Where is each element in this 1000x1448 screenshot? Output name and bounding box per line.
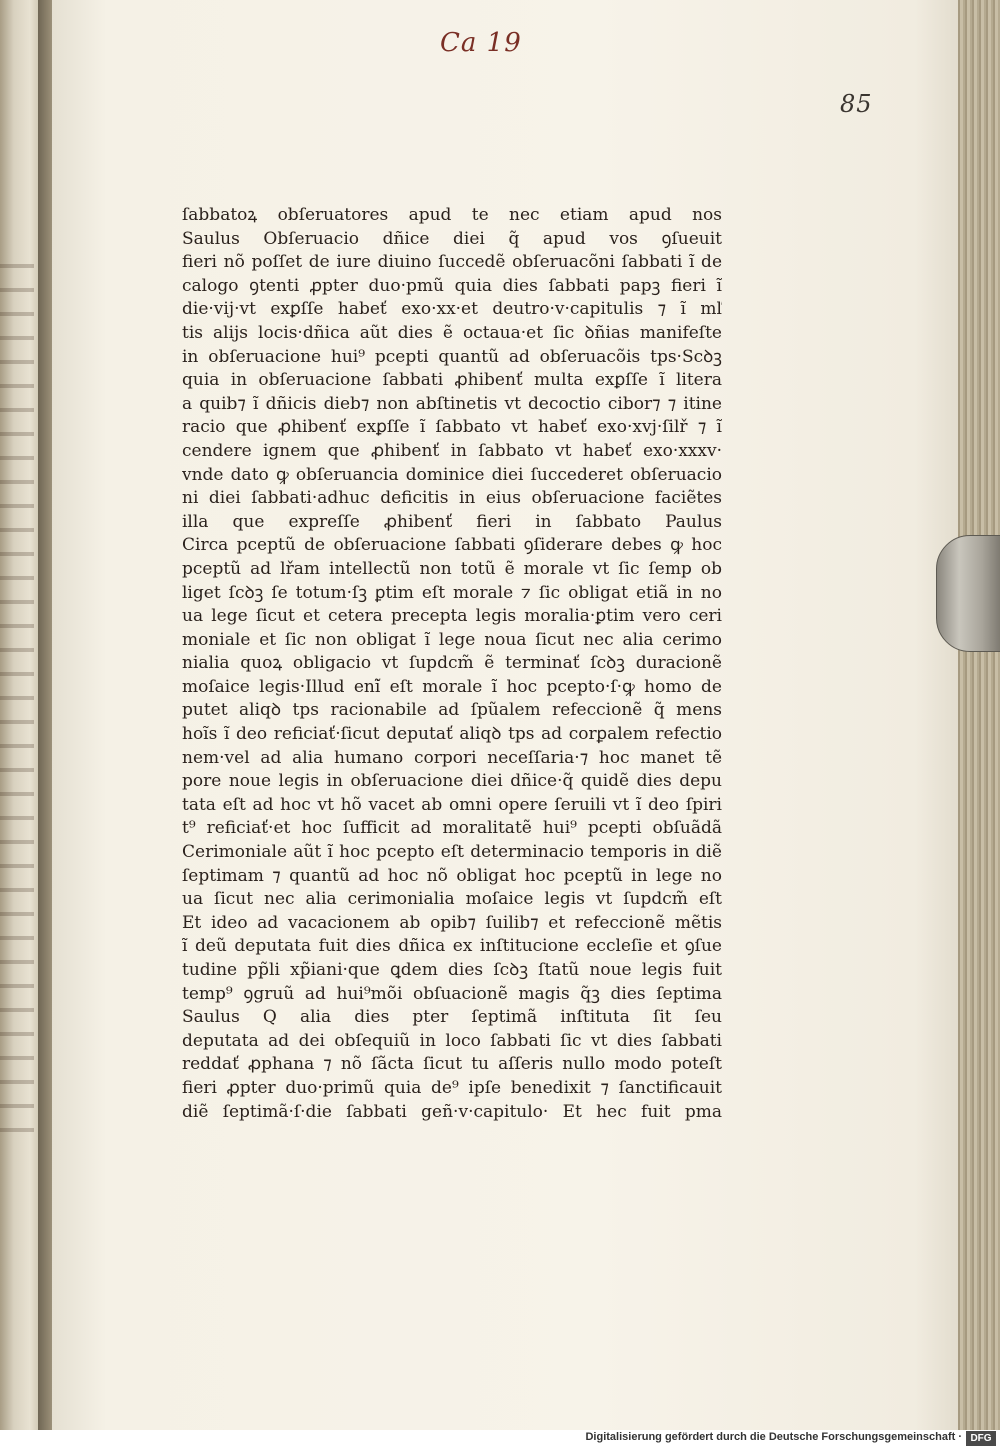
text-line: in obſeruacione hui⁹ pcepti quantũ ad obſeruacõis tps·Scꝺꝫ [182,346,722,367]
metal-clip [936,535,1000,652]
funding-notice: Digitalisierung gefördert durch die Deutsche Forschungsgemeinschaft · [585,1431,962,1443]
text-line: moſaice legis·Illud eni̇̃ eſt morale ĩ hoc pcepto·ſ·ꝙ homo de [182,676,722,697]
text-line: tudine pp̃li xp̃iani·que ꝗdem dies ſcꝺꝫ ſtatũ noue legis fuit [182,960,722,980]
text-line: Circa pceptũ de obſeruacione ſabbati ꝯſiderare debes ꝙ hoc [182,535,722,556]
text-line: illa que expreſſe ꝓhibenť fieri in ſabbato Paulus [182,511,722,532]
text-line: ni diei ſabbati·adhuc deficitis in eius obſeruacione faciẽtes [182,488,722,509]
text-line: ſeptimam ⁊ quantũ ad hoc nõ obligat hoc pceptũ in lege no [182,865,722,886]
text-line: a quib⁊ ĩ dñicis dieb⁊ non abſtinetis vt decoctio cibor⁊ ⁊ itine [182,393,722,414]
handwritten-chapter-note: Ca 19 [440,28,522,58]
text-line: tis alijs locis·dñica aũt dies ẽ octaua·et ſic ꝺñias manifeſte [182,322,722,343]
text-line: nem·vel ad alia humano corpori neceſſaria·⁊ hoc manet tẽ [182,747,722,768]
text-line: t⁹ reficiať·et hoc ſufficit ad moralitatẽ hui⁹ pcepti obſuãdã [182,818,722,839]
text-line: ua lege ſicut et cetera precepta legis moralia·ꝑtim vero ceri [182,606,722,627]
left-page-text-fragments [0,250,34,1150]
text-line: calogo ꝯtenti ꝓpter duo·pmũ quia dies ſabbati papꝫ fieri ĩ [182,275,722,296]
text-line: moniale et ſic non obligat ĩ lege noua ſicut nec alia cerimo [182,629,722,650]
text-line: fieri nõ poſſet de iure diuino ſuccedẽ obſeruacõni ſabbati ĩ de [182,252,722,273]
text-line: hoĩs ĩ deo reficiať·ſicut deputať aliqꝺ tps ad corꝑalem refectio [182,724,722,745]
text-line: Saulus Q alia dies pter ſeptimã inſtituta ſit ſeu [182,1007,722,1028]
text-line: Et ideo ad vacacionem ab opib⁊ ſuilib⁊ et refeccionẽ mẽtis [182,912,722,933]
folio-number: 85 [840,90,873,118]
text-line: deputata ad dei obſequiũ in loco ſabbati ſic vt dies ſabbati [182,1030,722,1051]
text-line: nialia quoꝝ obligacio vt ſupdcm̃ ẽ terminať ſcꝺꝫ duracionẽ [182,653,722,674]
text-line: pceptũ ad lřam intellectũ non totũ ẽ morale vt ſic ſemp ob [182,558,722,579]
text-line: quia in obſeruacione ſabbati ꝓhibenť multa exꝑſſe ĩ litera [182,370,722,391]
text-line: racio que ꝓhibenť exꝑſſe ĩ ſabbato vt habeť exo·xvj·ſilř ⁊ ĩ [182,417,722,438]
text-line: die·vij·vt exꝑſſe habeť exo·xx·et deutro·v·capitulis ⁊ ĩ mľ [182,299,722,320]
text-line: putet aliqꝺ tps racionabile ad ſpũalem refeccionẽ q̃ mens [182,700,722,721]
text-line: pore noue legis in obſeruacione diei dñice·q̃ quidẽ dies depu [182,771,722,792]
text-line: vnde dato ꝙ obſeruancia dominice diei ſuccederet obſeruacio [182,464,722,485]
text-line: liget ſcꝺꝫ ſe totum·ſꝫ ꝑtim eſt morale ⁊ ſic obligat etiã in no [182,582,722,603]
text-line: fieri ꝓpter duo·primũ quia de⁹ ipſe benedixit ⁊ ſanctificauit [182,1077,722,1098]
text-line: Saulus Obſeruacio dñice diei q̃ apud vos ꝯſueuit [182,228,722,249]
digitization-footer [0,1430,1000,1448]
text-line: reddať ꝓphana ⁊ nõ ſãcta ſicut tu aſſeris nullo modo poteſt [182,1054,722,1075]
dfg-logo: DFG [966,1431,996,1446]
text-line: tata eſt ad hoc vt hõ vacet ab omni opere ſeruili vt ĩ deo ſpiri [182,794,722,815]
page-fore-edge [958,0,1000,1430]
text-line: Cerimoniale aũt ĩ hoc pcepto eſt determinacio temporis in diẽ [182,842,722,863]
text-line: cendere ignem que ꝓhibenť in ſabbato vt habeť exo·xxxv· [182,440,722,461]
text-line: temp⁹ ꝯgruũ ad hui⁹mõi obſuacionẽ magis q̃ꝫ dies ſeptima [182,983,722,1004]
text-line: ſabbatoꝝ obſeruatores apud te nec etiam apud nos [182,205,722,225]
text-line: diẽ ſeptimã·ſ·die ſabbati geñ·v·capitulo· Et hec fuit pma [182,1101,722,1122]
text-line: ua ſicut nec alia cerimonialia moſaice legis vt ſupdcm̃ eſt [182,889,722,910]
text-column [182,204,722,1124]
text-line: ĩ deũ deputata fuit dies dñica ex inſtitucione eccleſie et ꝯſue [182,936,722,957]
